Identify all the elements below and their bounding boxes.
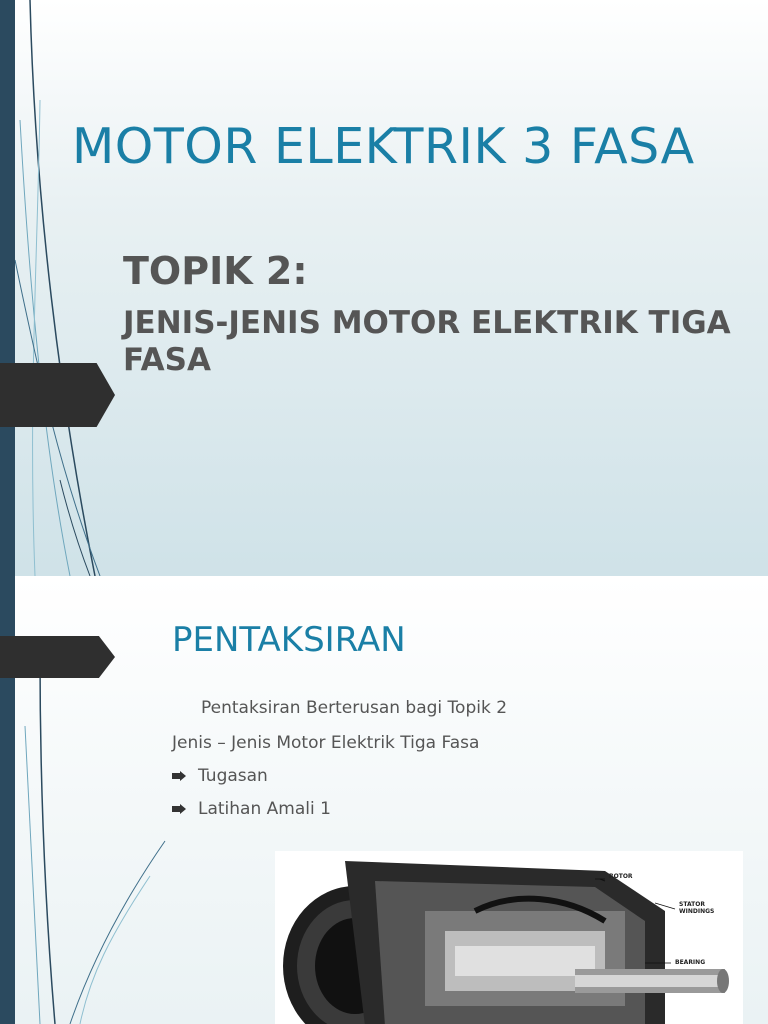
assessment-slide	[0, 576, 768, 1024]
rotor-label: ROTOR	[609, 873, 633, 880]
topic-heading: TOPIK 2:	[123, 249, 308, 293]
arrow-bullet-icon	[172, 804, 186, 814]
assessment-line-2: Jenis – Jenis Motor Elektrik Tiga Fasa	[172, 733, 480, 753]
title-arrow-marker	[0, 363, 115, 427]
sidebar-bar	[0, 0, 15, 576]
stator-label: STATOR WINDINGS	[679, 901, 715, 915]
bullet-label: Tugasan	[198, 766, 268, 786]
bullet-label: Latihan Amali 1	[198, 799, 331, 819]
list-item	[172, 766, 268, 786]
slide-title: PENTAKSIRAN	[172, 620, 406, 660]
decorative-lines	[0, 0, 120, 576]
assessment-line-1: Pentaksiran Berterusan bagi Topik 2	[201, 698, 508, 718]
slide-title: MOTOR ELEKTRIK 3 FASA	[72, 118, 695, 175]
bearing-label: BEARING	[675, 959, 706, 966]
list-item	[172, 799, 331, 819]
topic-subtitle: JENIS-JENIS MOTOR ELEKTRIK TIGA FASA	[123, 305, 731, 378]
motor-cutaway-figure	[275, 851, 743, 1024]
arrow-bullet-icon	[172, 771, 186, 781]
title-arrow-marker	[0, 636, 115, 678]
